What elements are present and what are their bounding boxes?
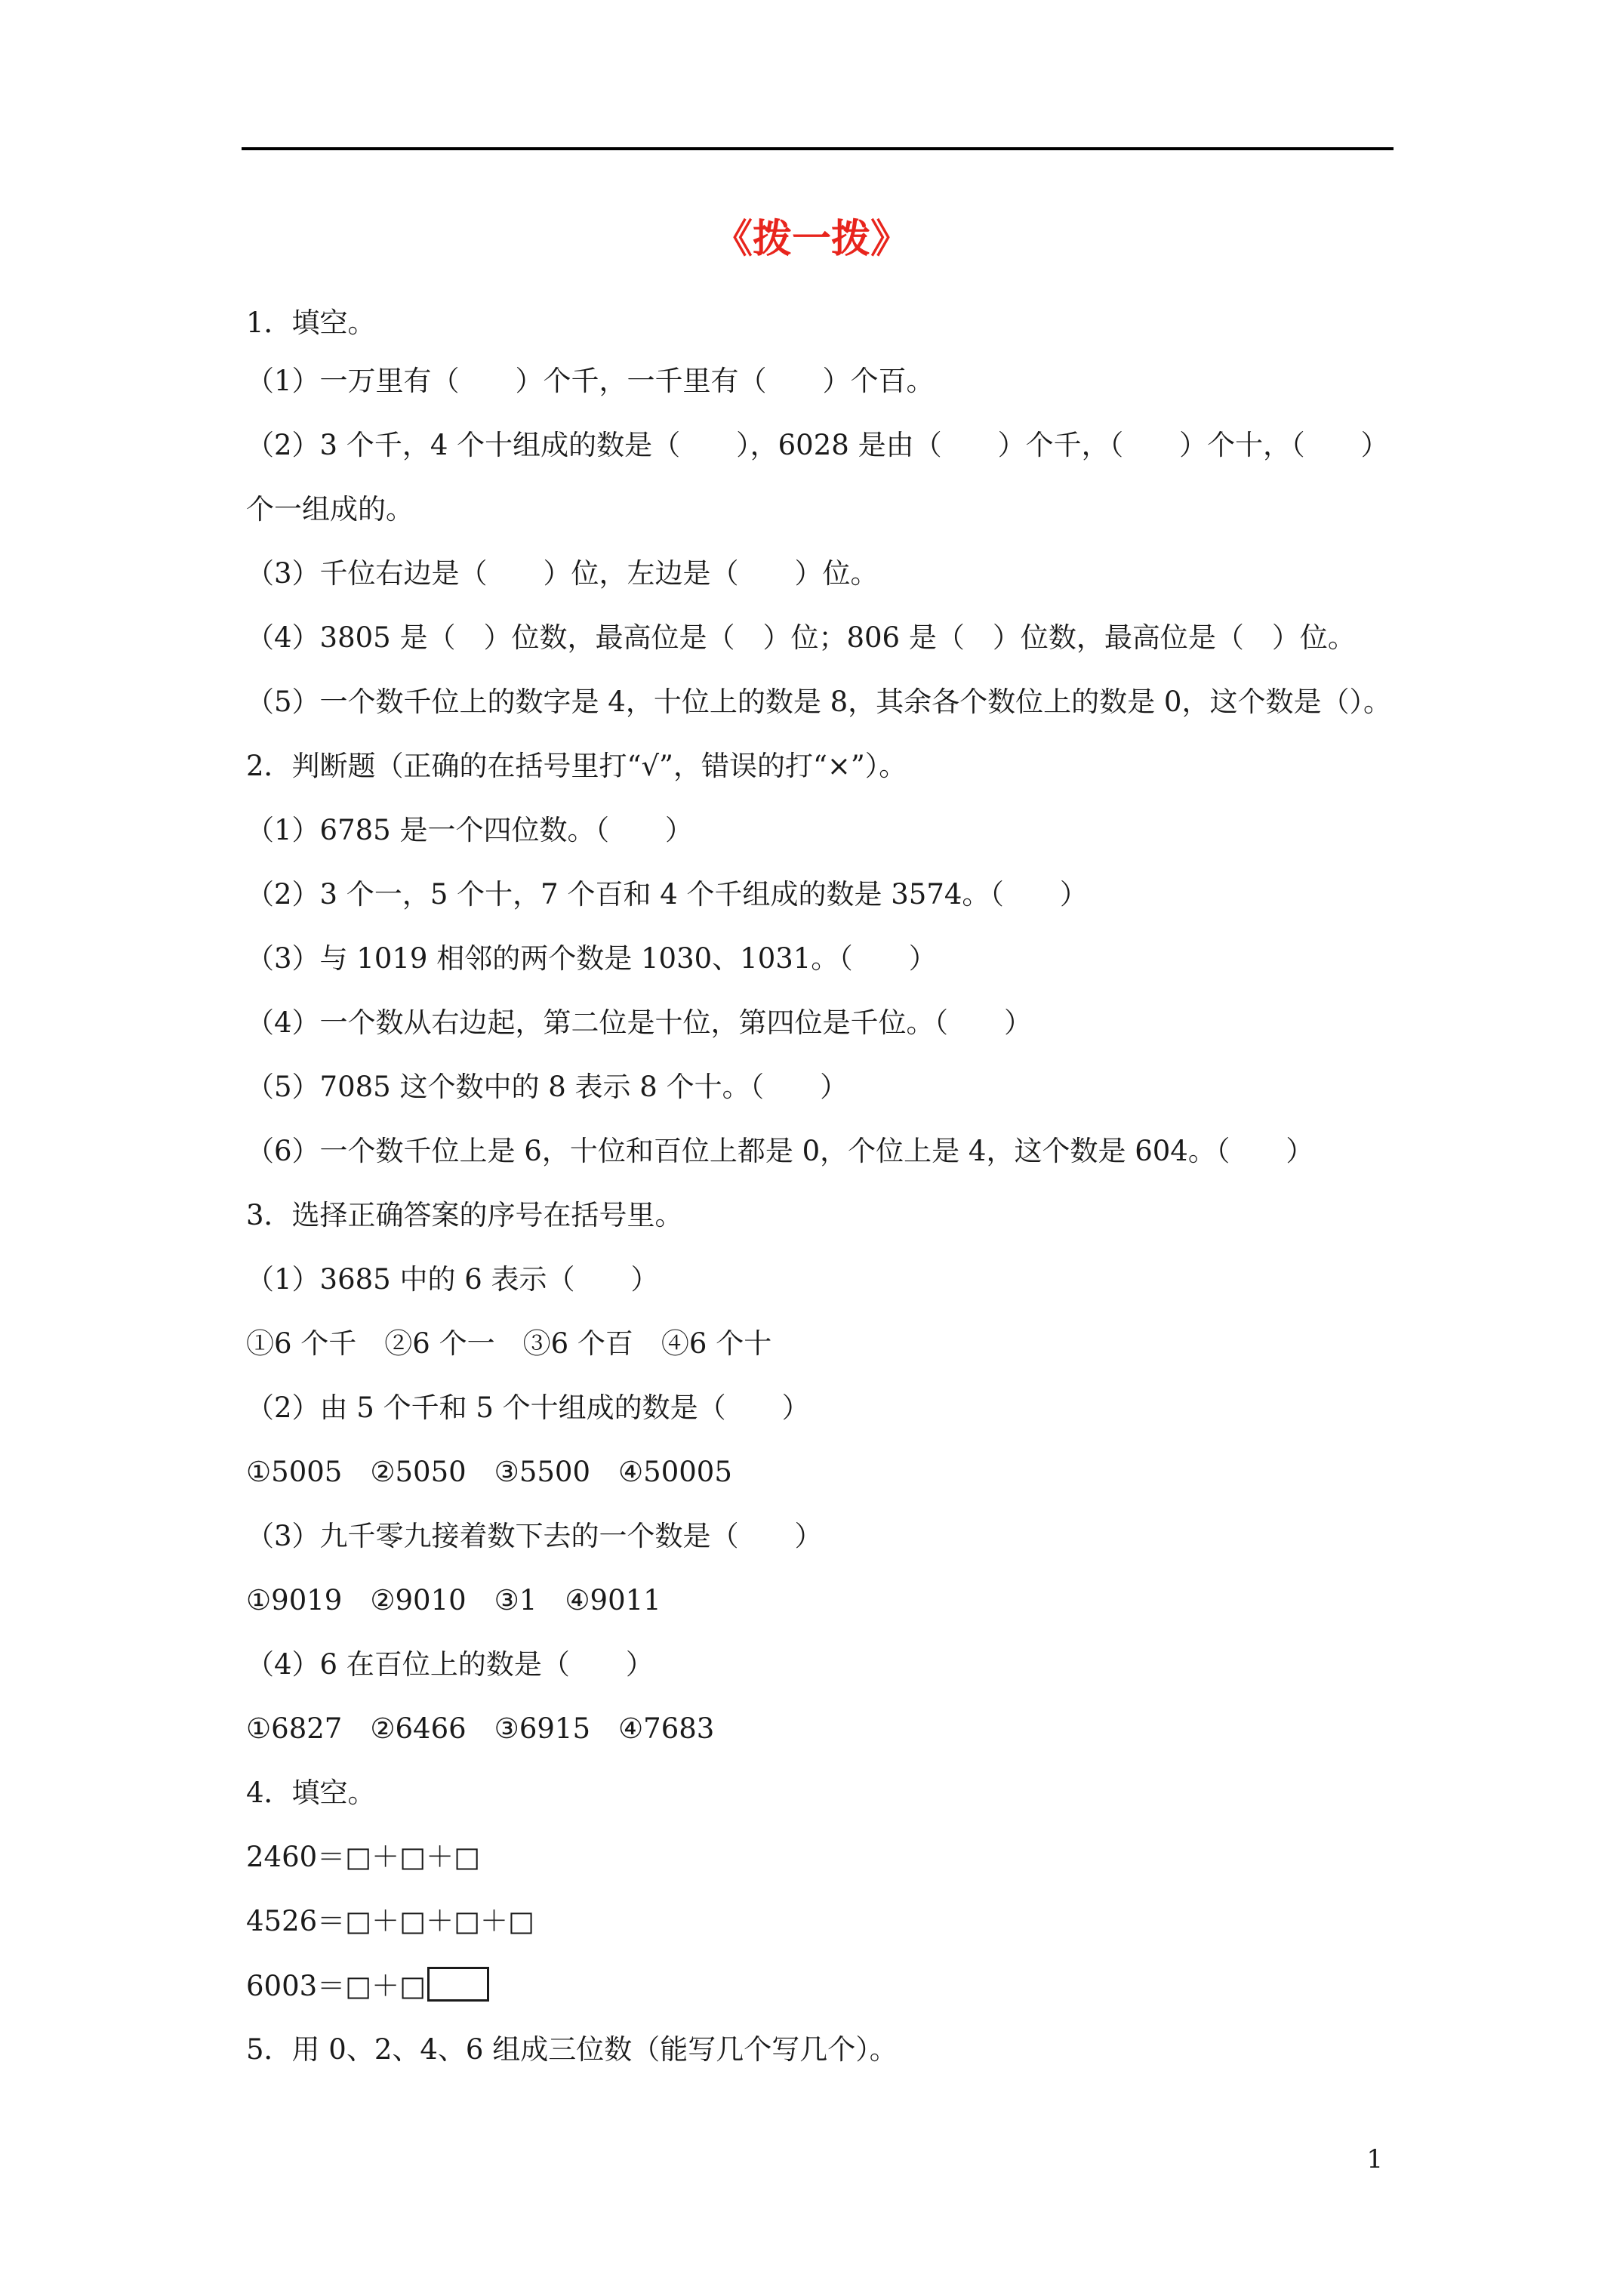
equation-2460: 2460＝□＋□＋□: [246, 1841, 481, 1873]
equation-6003: 6003＝□＋□: [246, 1970, 427, 2002]
section-3-heading: 3．选择正确答案的序号在括号里。: [246, 1199, 683, 1231]
question-1-3: （3）千位右边是（ ）位，左边是（ ）位。: [246, 557, 879, 590]
section-4-heading: 4．填空。: [246, 1777, 376, 1809]
question-3-1-options: ①6 个千 ②6 个一 ③6 个百 ④6 个十: [246, 1327, 772, 1360]
question-2-3: （3）与 1019 相邻的两个数是 1030、1031。（ ）: [246, 942, 937, 975]
question-1-2: （2）3 个千，4 个十组成的数是（ ），6028 是由（ ）个千，（ ）个十，（ ）: [246, 429, 1389, 461]
question-3-2-options: ①5005 ②5050 ③5500 ④50005: [246, 1456, 732, 1488]
question-2-6: （6）一个数千位上是 6，十位和百位上都是 0，个位上是 4，这个数是 604。（ ）: [246, 1135, 1314, 1167]
equation-4526: 4526＝□＋□＋□＋□: [246, 1905, 534, 1937]
question-2-5: （5）7085 这个数中的 8 表示 8 个十。（ ）: [246, 1071, 848, 1103]
question-3-3-options: ①9019 ②9010 ③1 ④9011: [246, 1584, 661, 1616]
page-number: 1: [1366, 2144, 1383, 2174]
header-rule: [242, 147, 1394, 150]
question-1-2-cont: 个一组成的。: [246, 493, 414, 525]
question-3-2: （2）由 5 个千和 5 个十组成的数是（ ）: [246, 1391, 810, 1424]
answer-box: [427, 1967, 489, 2002]
section-1-heading: 1．填空。: [246, 307, 376, 339]
section-2-heading: 2．判断题（正确的在括号里打“√”，错误的打“×”）。: [246, 750, 907, 782]
question-2-1: （1）6785 是一个四位数。（ ）: [246, 814, 693, 846]
question-1-5: （5）一个数千位上的数字是 4，十位上的数是 8，其余各个数位上的数是 0，这个数是（）。: [246, 686, 1391, 718]
question-3-1: （1）3685 中的 6 表示（ ）: [246, 1263, 659, 1296]
question-3-3: （3）九千零九接着数下去的一个数是（ ）: [246, 1520, 823, 1552]
question-2-2: （2）3 个一，5 个十，7 个百和 4 个千组成的数是 3574。（ ）: [246, 878, 1088, 911]
question-2-4: （4）一个数从右边起，第二位是十位，第四位是千位。（ ）: [246, 1006, 1033, 1039]
section-5-heading: 5．用 0、2、4、6 组成三位数（能写几个写几个）。: [246, 2033, 898, 2066]
question-1-4: （4）3805 是（ ）位数，最高位是（ ）位；806 是（ ）位数，最高位是（ ）位。: [246, 621, 1356, 654]
question-3-4: （4）6 在百位上的数是（ ）: [246, 1648, 654, 1681]
question-1-1: （1）一万里有（ ）个千，一千里有（ ）个百。: [246, 365, 935, 397]
question-3-4-options: ①6827 ②6466 ③6915 ④7683: [246, 1712, 715, 1745]
page-title: 《拨一拨》: [713, 216, 910, 262]
equation-6003-row: [246, 1967, 489, 2005]
